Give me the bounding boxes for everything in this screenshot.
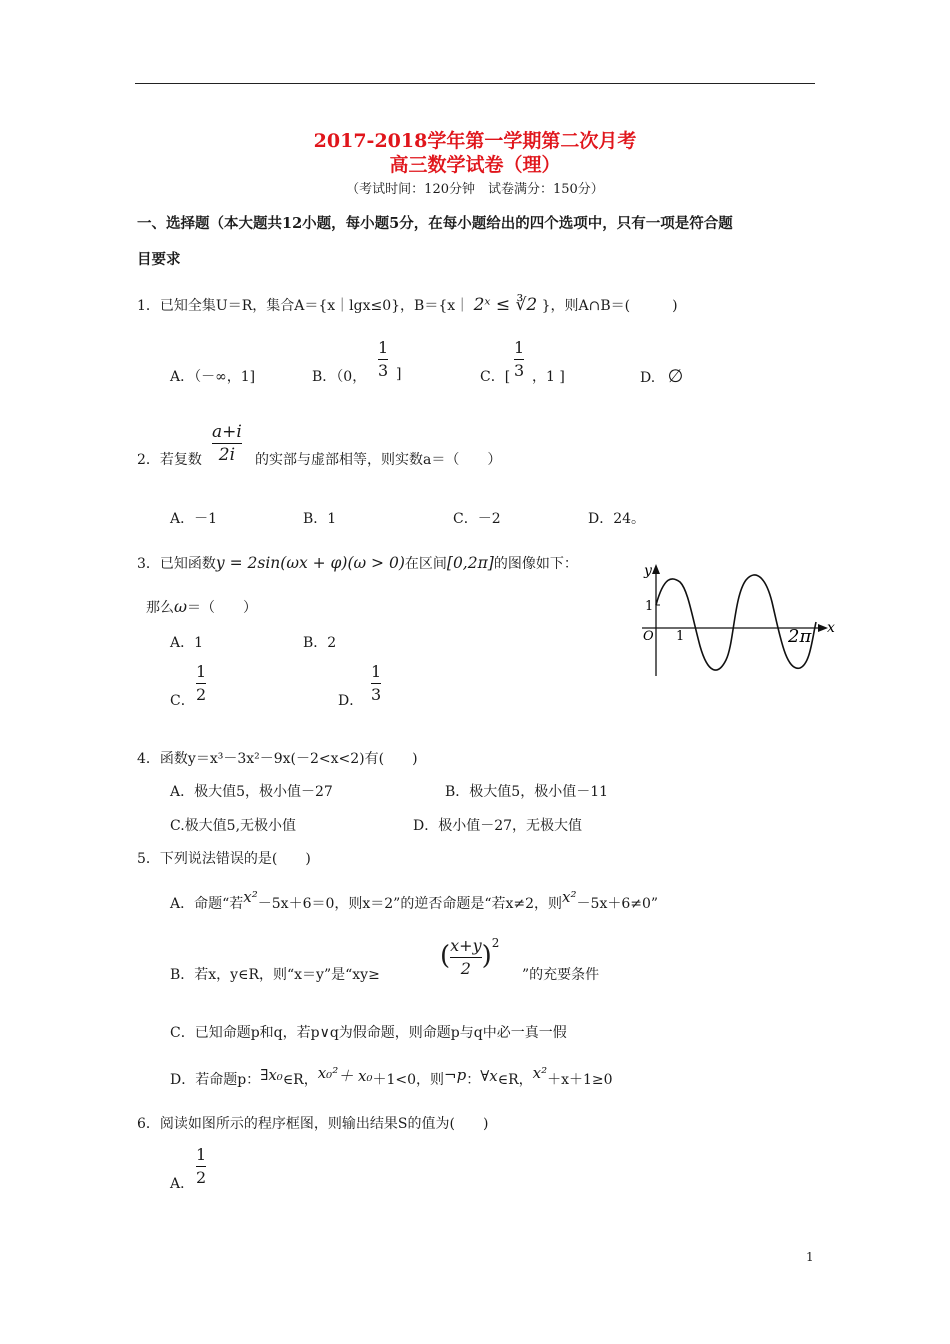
graph-x-label: x <box>827 620 835 636</box>
q3-option-d: D． <box>338 693 364 709</box>
q3-option-b: B．2 <box>303 635 337 651</box>
section-heading: 一、选择题（本大题共12小题，每小题5分，在每小题给出的四个选项中，只有一项是符合题 <box>137 215 733 232</box>
graph-tick-y-label: 1 <box>645 599 654 614</box>
sine-graph <box>630 556 840 681</box>
empty-set-icon: ∅ <box>667 366 684 387</box>
q1-option-d: D. ∅ <box>640 366 684 387</box>
q4-option-d: D．极小值－27，无极大值 <box>413 818 583 834</box>
q4-option-a: A．极大值5，极小值－27 <box>170 784 333 800</box>
q1-option-c-fraction: 1 3 <box>514 338 525 380</box>
q2-option-a: A．－1 <box>170 511 218 527</box>
q5-option-c: C．已知命题p和q，若p∨q为假命题，则命题p与q中必一真一假 <box>170 1025 567 1041</box>
q6-option-a: A． <box>170 1176 195 1192</box>
q2-option-d: D．24。 <box>588 511 646 527</box>
q4-option-c: C.极大值5,无极小值 <box>170 818 297 834</box>
q1-option-b-fraction: 1 3 <box>378 338 389 380</box>
q3-ask: 那么ω＝（ ） <box>146 597 258 616</box>
question-4: 4．函数y＝x³－3x²－9x(－2<x<2)有( ) <box>137 751 418 767</box>
graph-end-label: 2π <box>788 626 812 647</box>
q3-option-d-fraction: 1 3 <box>371 662 382 704</box>
page-number: 1 <box>806 1250 814 1264</box>
q2-option-c: C．－2 <box>453 511 501 527</box>
question-1 <box>137 295 678 315</box>
sine-curve <box>656 575 816 670</box>
exam-subtitle: 高三数学试卷（理） <box>389 154 561 176</box>
q3-option-c: C． <box>170 693 195 709</box>
q3-text-a: 3．已知函数 <box>137 556 216 572</box>
q3-option-c-fraction: 1 2 <box>196 662 207 704</box>
question-5: 5．下列说法错误的是( ) <box>137 851 311 867</box>
q1-math: 2ˣ ≤ ∛2 <box>473 295 538 315</box>
question-6: 6．阅读如图所示的程序框图，则输出结果S的值为( ) <box>137 1116 489 1132</box>
q1-text-a: 1．已知全集U＝R，集合A＝{x｜lgx≤0}，B＝{x｜ <box>137 298 470 314</box>
q1-text-b: }，则A∩B＝( ) <box>541 298 678 314</box>
q6-option-a-fraction: 1 2 <box>196 1145 207 1187</box>
graph-y-label: y <box>644 563 652 579</box>
q2-option-b: B．1 <box>303 511 337 527</box>
q3-text-b: 在区间 <box>404 556 447 572</box>
q1-option-a: A．（－∞，1] <box>170 369 256 385</box>
q1-option-c-post: ，1 ] <box>532 369 565 385</box>
q1-option-b-pre: B．（0， <box>312 369 367 385</box>
q5-option-b-pre: B．若x，y∈R，则“x＝y”是“xy≥ <box>170 967 380 983</box>
q5-option-a: A．命题“若x²－5x＋6＝0，则x＝2”的逆否命题是“若x≠2，则x²－5x＋6≠0” <box>170 888 659 912</box>
q3-text-c: 的图像如下： <box>493 556 578 572</box>
q5-option-b-post: ”的充要条件 <box>522 967 600 983</box>
y-axis-arrow-icon <box>652 564 660 574</box>
q3-formula: y = 2sin(ωx + φ)(ω > 0) <box>215 554 405 572</box>
q1-option-c-pre: C．[ <box>480 369 511 385</box>
q2-text-b: 的实部与虚部相等，则实数a＝（ ） <box>255 452 502 468</box>
q5-option-b-fraction: ( $\frac{x+y}{2}$ )$^2$ <box>440 936 500 978</box>
q2-text-a: 2．若复数 <box>137 452 202 468</box>
section-heading-cont: 目要求 <box>137 251 181 268</box>
q2-fraction: a+i 2i <box>212 422 242 465</box>
q1-option-b-post: ] <box>396 366 402 382</box>
header-rule <box>135 83 815 84</box>
q3-option-a: A．1 <box>170 635 204 651</box>
q4-option-b: B．极大值5，极小值－11 <box>445 784 609 800</box>
question-3 <box>137 553 578 573</box>
q5-option-d: D．若命题p：∃x₀∈R，x₀²＋ x₀＋1<0，则¬p：∀x∈R，x²＋x＋1≥0 <box>170 1064 613 1088</box>
graph-tick-x-label: 1 <box>676 629 685 644</box>
exam-title: 2017-2018学年第一学期第二次月考 <box>313 130 637 152</box>
q3-interval: [0,2π] <box>446 554 494 572</box>
graph-origin-label: O <box>643 629 654 644</box>
exam-info: （考试时间：120分钟 试卷满分：150分） <box>346 182 604 197</box>
